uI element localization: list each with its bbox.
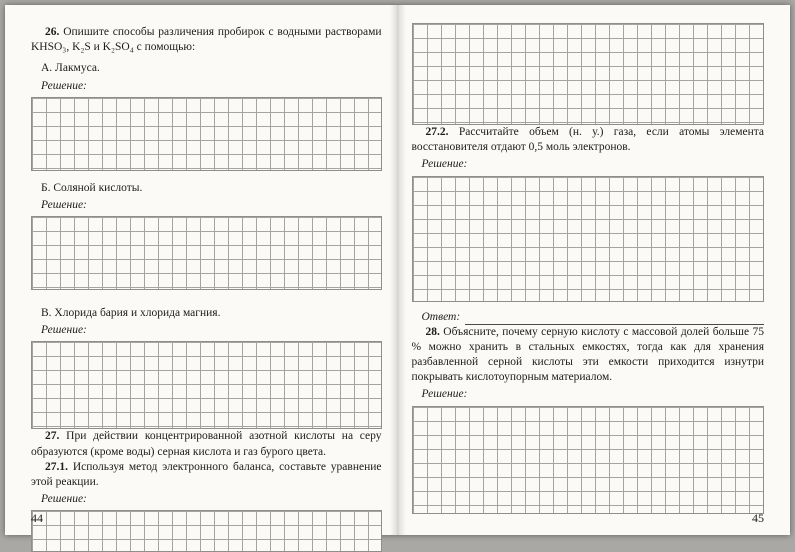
solution-label: Решение: [421,388,468,401]
page-number-left: 44 [31,511,43,526]
solution-label: Решение: [41,79,87,92]
answer-label: Ответ: [421,310,461,323]
solution-label: Решение: [41,493,87,506]
exercise-27-heading [31,429,382,459]
item-v-label: В. Хлорида бария и хлорида магния. [41,307,221,320]
item-b-label: Б. Соляной кислоты. [41,181,143,194]
exercise-27-2-heading [412,125,765,155]
exercise-27-number: 27. [45,430,60,443]
book-spread [5,5,790,535]
answer-grid-27-1 [31,510,382,552]
exercise-26-number: 26. [45,26,60,38]
exercise-28-text: Объясните, почему серную кислоту с массовой долей больше 75 % можно хранить в стальных емкостях, тогда как для хранения разбавленной серной кислоты эти емкости приходится изнутри покрывать кислотоупорным материалом. [411,325,764,384]
answer-grid-26v [31,341,382,429]
answer-grid-27-2 [412,176,765,302]
answer-row [422,310,765,325]
exercise-28-number: 28. [425,325,440,338]
exercise-28-heading [412,325,765,386]
exercise-27-text: При действии концентрированной азотной кислоты на серу образуются (кроме воды) серная кислота и газ бурого цвета. [31,430,382,458]
exercise-26-text: Опишите способы различения пробирок с водными растворами KHSO₃, K₂S и K₂SO₄ с помощью: [31,26,382,54]
exercise-27-2-text: Рассчитайте объем (н. у.) газа, если атомы элемента восстановителя отдают 0,5 моль электронов. [411,126,765,154]
solution-label: Решение: [421,158,468,171]
page-number-right: 45 [752,511,764,526]
exercise-27-1-number: 27.1. [45,460,68,473]
page-left [5,5,398,535]
exercise-27-1-heading [31,460,382,490]
solution-label: Решение: [41,198,87,211]
answer-grid-26b [31,216,382,290]
exercise-26-heading [31,25,382,55]
answer-grid-28 [412,406,765,514]
item-a-label: А. Лакмуса. [41,62,100,75]
answer-grid-26a [31,97,382,171]
page-right [398,5,791,535]
exercise-27-1-text: Используя метод электронного баланса, составьте уравнение этой реакции. [31,460,382,488]
solution-label: Решение: [41,324,87,337]
answer-blank-line [465,312,764,325]
exercise-27-2-number: 27.2. [425,126,449,138]
continuation-grid [412,23,765,125]
